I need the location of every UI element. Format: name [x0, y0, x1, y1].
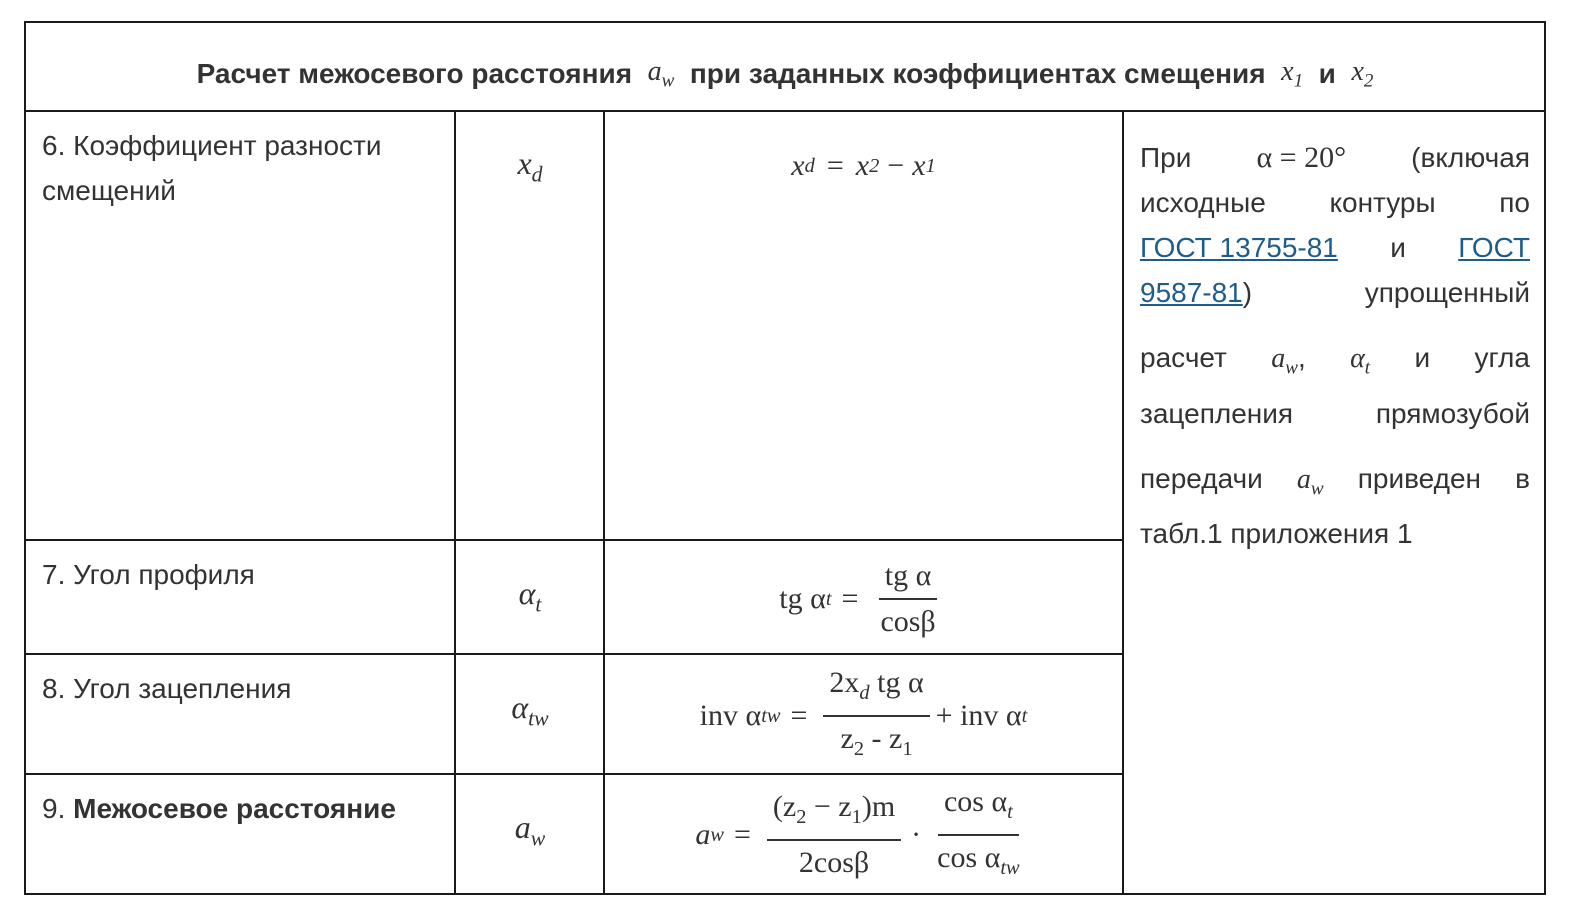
row-6-symbol: $x_d$ [517, 145, 543, 187]
row-8-formula: inv α tw = $\frac{2x_d tg \alpha}{z_2 - z_1}$ + inv α t [699, 665, 1028, 761]
row-7-symbol: $\alpha_t$ [518, 575, 542, 617]
divider-col-1 [454, 110, 456, 895]
row-6-formula: x d = x 2 − x 1 [791, 149, 936, 182]
divider-row-7 [26, 653, 1124, 655]
title-aw: $a_w$ [647, 55, 675, 92]
title-x2: $x_2$ [1351, 55, 1374, 92]
title-and: и [1318, 58, 1336, 89]
gost-9587-link-part1[interactable]: ГОСТ [1458, 232, 1530, 263]
row-8-symbol: $\alpha_{tw}$ [511, 689, 549, 731]
row-7-name: 7. Угол профиля [42, 559, 255, 590]
divider-col-3 [1122, 110, 1124, 895]
gost-13755-link[interactable]: ГОСТ 13755-81 [1140, 232, 1338, 263]
divider-title [26, 110, 1544, 112]
row-6-name: 6. Коэффициент разности смещений [42, 130, 382, 206]
calculation-table [24, 21, 1546, 895]
row-9-name: 9. Межосевое расстояние [42, 793, 396, 824]
divider-row-6 [26, 539, 1124, 541]
row-7-formula: tg α t = $\frac{\text{tg α}}{\cos\beta}$ [779, 559, 936, 638]
divider-row-8 [26, 773, 1124, 775]
table-title [26, 23, 1544, 111]
gost-9587-link-part2[interactable]: 9587-81 [1140, 277, 1243, 308]
divider-col-2 [603, 110, 605, 895]
note-text: При α = 20° (включая исходные контуры по ГОСТ 13755-81 и ГОСТ 9587-81) упрощенный расчет $a_w$, $\alpha_t$ и угла зацепления прямозубой передачи $a_w$ приведен в табл.1 приложения 1 [1140, 141, 1530, 550]
row-8-name: 8. Угол зацепления [42, 673, 292, 704]
title-x1: $x_1$ [1281, 55, 1304, 92]
title-prefix: Расчет межосевого расстояния [196, 58, 633, 89]
row-9-symbol: $a_w$ [514, 809, 546, 851]
row-9-formula: a w = $\frac{(z_2 - z_1)m}{2\cos\beta}$ · $\frac{\cos \alpha_t}{\cos \alpha_{tw}}$ [695, 784, 1020, 880]
title-middle: при заданных коэффициентах смещения [689, 58, 1266, 89]
